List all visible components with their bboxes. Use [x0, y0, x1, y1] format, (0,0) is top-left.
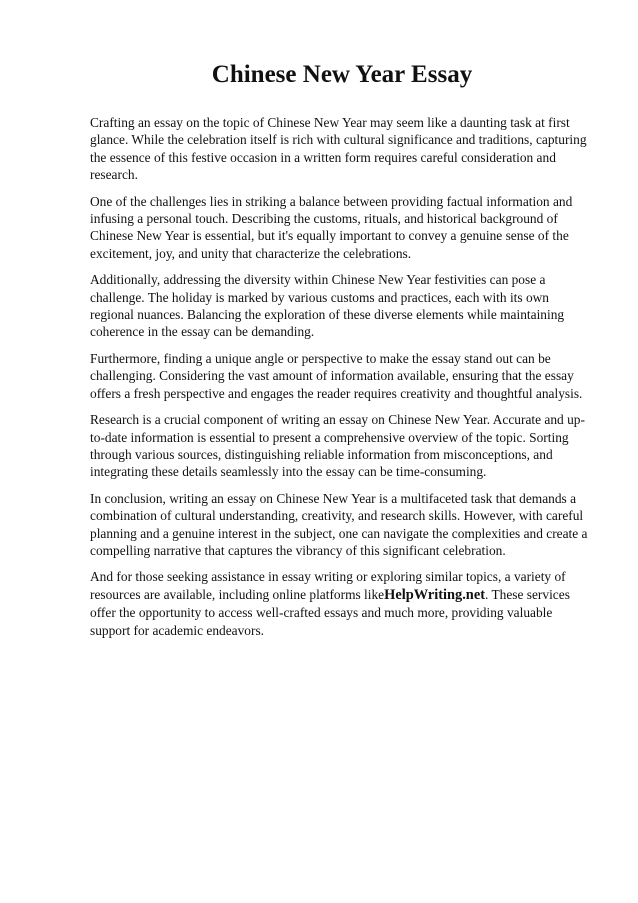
paragraph-5: Research is a crucial component of writing an essay on Chinese New Year. Accurate and up-to-date information is essential to present a comprehensive overview of the topic. Sorting through various sources, distinguishing reliable information from misconceptions, and integrating these details seamlessly into the essay can be time-consuming. [90, 412, 585, 480]
paragraph-7-after: . These services offer the opportunity to access well-crafted essays and much more, providing valuable support for academic endeavors. [90, 586, 570, 638]
paragraph-3: Additionally, addressing the diversity within Chinese New Year festivities can pose a challenge. The holiday is marked by various customs and practices, each with its own regional nuances. Balancing the exploration of these diverse elements while maintaining coherence in the essay can be demanding. [90, 272, 565, 340]
paragraph-7 [90, 568, 594, 639]
paragraph-1: Crafting an essay on the topic of Chinese New Year may seem like a daunting task at first glance. While the celebration itself is rich with cultural significance and traditions, capturing the essence of this festive occasion in a written form requires careful consideration and research. [90, 115, 587, 183]
paragraph-2: One of the challenges lies in striking a balance between providing factual information and infusing a personal touch. Describing the customs, rituals, and historical background of Chinese New Year is essential, but it's equally important to convey a genuine sense of the excitement, joy, and unity that characterize the celebrations. [90, 193, 573, 261]
helpwriting-link[interactable]: HelpWriting.net [384, 586, 485, 603]
paragraph-7-before: And for those seeking assistance in essay writing or exploring similar topics, a variety of resources are available, including online platforms like [90, 569, 566, 602]
document-title: Chinese New Year Essay [211, 61, 473, 88]
paragraph-6: In conclusion, writing an essay on Chinese New Year is a multifaceted task that demands a combination of cultural understanding, creativity, and research skills. However, with careful planning and a genuine interest in the subject, one can navigate the complexities and create a compelling narrative that captures the vibrancy of this significant celebration. [90, 490, 588, 558]
paragraph-4: Furthermore, finding a unique angle or perspective to make the essay stand out can be challenging. Considering the vast amount of information available, ensuring that the essay offers a fresh perspective and engages the reader requires creativity and thoughtful analysis. [90, 350, 583, 401]
